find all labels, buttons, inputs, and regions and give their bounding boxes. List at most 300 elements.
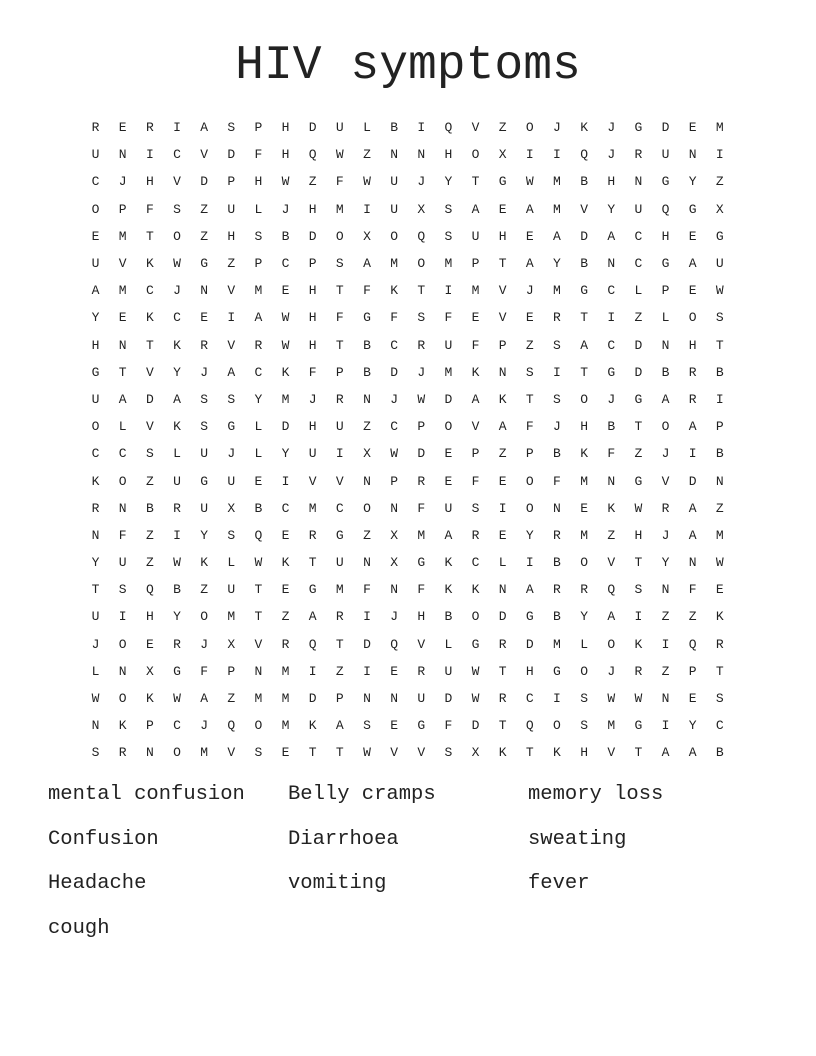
grid-letter: V bbox=[145, 364, 154, 380]
grid-letter: A bbox=[580, 337, 588, 353]
grid-letter: W bbox=[363, 174, 371, 190]
grid-letter: C bbox=[173, 718, 181, 734]
grid-letter: L bbox=[254, 419, 263, 435]
grid-letter: U bbox=[227, 582, 236, 598]
grid-letter: H bbox=[580, 419, 588, 435]
grid-letter: O bbox=[580, 663, 588, 679]
grid-letter: N bbox=[498, 582, 507, 598]
grid-letter: N bbox=[254, 663, 263, 679]
grid-letter: J bbox=[417, 174, 426, 190]
grid-letter: Z bbox=[688, 609, 697, 625]
grid-letter: R bbox=[145, 120, 154, 136]
grid-letter: R bbox=[281, 636, 290, 652]
grid-letter: H bbox=[281, 120, 290, 136]
grid-letter: W bbox=[173, 256, 181, 272]
grid-letter: K bbox=[553, 745, 561, 761]
grid-letter: S bbox=[227, 391, 236, 407]
grid-letter: F bbox=[417, 500, 426, 516]
grid-letter: O bbox=[91, 419, 100, 435]
grid-letter: W bbox=[634, 691, 643, 707]
grid-letter: V bbox=[498, 310, 507, 326]
grid-letter: C bbox=[173, 147, 181, 163]
grid-letter: U bbox=[444, 663, 453, 679]
grid-letter: O bbox=[688, 310, 697, 326]
grid-letter: F bbox=[471, 473, 480, 489]
grid-letter: K bbox=[580, 446, 588, 462]
grid-letter: Y bbox=[444, 174, 453, 190]
grid-letter: T bbox=[254, 582, 263, 598]
grid-letter: R bbox=[417, 337, 426, 353]
grid-letter: M bbox=[335, 201, 344, 217]
grid-letter: G bbox=[607, 364, 616, 380]
grid-letter: D bbox=[281, 419, 290, 435]
grid-letter: F bbox=[335, 310, 344, 326]
grid-letter: G bbox=[498, 174, 507, 190]
grid-letter: M bbox=[607, 718, 616, 734]
grid-letter: S bbox=[200, 391, 209, 407]
word-list-item: Confusion bbox=[48, 827, 159, 851]
grid-letter: N bbox=[390, 582, 399, 598]
grid-letter: Q bbox=[145, 582, 154, 598]
grid-letter: N bbox=[118, 147, 127, 163]
grid-letter: E bbox=[580, 500, 588, 516]
grid-letter: J bbox=[200, 718, 209, 734]
grid-letter: T bbox=[335, 745, 344, 761]
grid-letter: U bbox=[308, 446, 317, 462]
grid-letter: M bbox=[715, 527, 724, 543]
grid-letter: E bbox=[145, 636, 154, 652]
grid-letter: O bbox=[254, 718, 263, 734]
grid-letter: T bbox=[634, 419, 643, 435]
grid-letter: W bbox=[173, 555, 181, 571]
grid-letter: N bbox=[390, 691, 399, 707]
grid-letter: W bbox=[715, 283, 724, 299]
grid-letter: L bbox=[254, 201, 263, 217]
grid-letter: V bbox=[607, 745, 616, 761]
grid-letter: M bbox=[281, 691, 290, 707]
grid-letter: D bbox=[661, 120, 670, 136]
grid-letter: W bbox=[471, 691, 480, 707]
grid-letter: B bbox=[254, 500, 263, 516]
grid-letter: S bbox=[145, 446, 154, 462]
grid-letter: E bbox=[688, 228, 697, 244]
grid-letter: F bbox=[200, 663, 209, 679]
grid-letter: C bbox=[281, 500, 290, 516]
grid-letter: L bbox=[498, 555, 507, 571]
grid-letter: E bbox=[254, 473, 263, 489]
grid-letter: Z bbox=[607, 527, 616, 543]
grid-letter: S bbox=[173, 201, 181, 217]
grid-letter: M bbox=[254, 283, 263, 299]
grid-letter: T bbox=[580, 310, 588, 326]
grid-letter: V bbox=[390, 745, 399, 761]
grid-letter: S bbox=[525, 364, 534, 380]
grid-letter: K bbox=[580, 120, 588, 136]
grid-letter: E bbox=[525, 310, 534, 326]
grid-letter: Y bbox=[91, 555, 100, 571]
grid-letter: Y bbox=[607, 201, 616, 217]
grid-letter: S bbox=[444, 228, 453, 244]
word-list-item: Belly cramps bbox=[288, 783, 436, 806]
grid-letter: T bbox=[498, 256, 507, 272]
grid-letter: Y bbox=[553, 256, 561, 272]
grid-letter: I bbox=[661, 636, 670, 652]
grid-letter: Q bbox=[444, 120, 453, 136]
grid-letter: K bbox=[91, 473, 100, 489]
grid-letter: I bbox=[715, 147, 724, 163]
grid-letter: T bbox=[335, 337, 344, 353]
grid-letter: O bbox=[525, 473, 534, 489]
grid-letter: T bbox=[525, 391, 534, 407]
grid-letter: L bbox=[254, 446, 263, 462]
grid-letter: Z bbox=[145, 555, 154, 571]
grid-letter: I bbox=[173, 120, 181, 136]
grid-letter: A bbox=[661, 745, 670, 761]
grid-letter: Y bbox=[173, 364, 181, 380]
grid-letter: S bbox=[553, 337, 561, 353]
grid-letter: M bbox=[417, 527, 426, 543]
grid-letter: R bbox=[634, 147, 643, 163]
grid-letter: U bbox=[715, 256, 724, 272]
grid-letter: H bbox=[688, 337, 697, 353]
grid-letter: N bbox=[200, 283, 209, 299]
grid-letter: A bbox=[688, 419, 697, 435]
grid-letter: E bbox=[471, 310, 480, 326]
grid-letter: M bbox=[471, 283, 480, 299]
grid-letter: R bbox=[308, 527, 317, 543]
grid-letter: J bbox=[607, 147, 616, 163]
grid-letter: U bbox=[91, 609, 100, 625]
grid-letter: A bbox=[688, 527, 697, 543]
grid-letter: G bbox=[417, 718, 426, 734]
grid-letter: S bbox=[634, 582, 643, 598]
grid-letter: P bbox=[145, 718, 154, 734]
grid-letter: V bbox=[498, 283, 507, 299]
grid-letter: G bbox=[363, 310, 371, 326]
grid-letter: D bbox=[688, 473, 697, 489]
grid-letter: S bbox=[715, 691, 724, 707]
grid-letter: A bbox=[91, 283, 100, 299]
grid-letter: J bbox=[661, 446, 670, 462]
grid-letter: E bbox=[688, 283, 697, 299]
grid-letter: X bbox=[363, 228, 371, 244]
grid-letter: T bbox=[525, 745, 534, 761]
grid-letter: R bbox=[335, 609, 344, 625]
grid-letter: D bbox=[417, 446, 426, 462]
grid-letter: H bbox=[607, 174, 616, 190]
grid-letter: H bbox=[417, 609, 426, 625]
grid-letter: P bbox=[254, 120, 263, 136]
grid-letter: T bbox=[634, 745, 643, 761]
grid-letter: Y bbox=[281, 446, 290, 462]
grid-letter: I bbox=[335, 446, 344, 462]
grid-letter: J bbox=[308, 391, 317, 407]
grid-letter: N bbox=[607, 473, 616, 489]
grid-letter: V bbox=[471, 120, 480, 136]
grid-letter: K bbox=[308, 718, 317, 734]
grid-letter: V bbox=[580, 201, 588, 217]
grid-letter: M bbox=[118, 283, 127, 299]
grid-letter: I bbox=[308, 663, 317, 679]
word-list-item: Diarrhoea bbox=[288, 827, 399, 851]
grid-letter: P bbox=[227, 174, 236, 190]
grid-letter: J bbox=[553, 120, 561, 136]
grid-letter: Z bbox=[227, 256, 236, 272]
grid-letter: I bbox=[363, 663, 371, 679]
grid-letter: Y bbox=[525, 527, 534, 543]
grid-letter: U bbox=[661, 147, 670, 163]
grid-letter: K bbox=[471, 582, 480, 598]
grid-letter: T bbox=[308, 555, 317, 571]
grid-letter: N bbox=[715, 473, 724, 489]
grid-letter: X bbox=[363, 446, 371, 462]
grid-letter: B bbox=[715, 364, 724, 380]
grid-letter: R bbox=[471, 527, 480, 543]
grid-letter: E bbox=[281, 527, 290, 543]
grid-letter: K bbox=[281, 364, 290, 380]
grid-letter: T bbox=[335, 283, 344, 299]
grid-letter: H bbox=[661, 228, 670, 244]
grid-letter: S bbox=[227, 527, 236, 543]
grid-letter: U bbox=[390, 201, 399, 217]
grid-letter: D bbox=[308, 691, 317, 707]
grid-letter: C bbox=[607, 337, 616, 353]
grid-letter: D bbox=[145, 391, 154, 407]
grid-letter: A bbox=[118, 391, 127, 407]
grid-letter: K bbox=[471, 364, 480, 380]
grid-letter: E bbox=[498, 201, 507, 217]
grid-letter: A bbox=[688, 256, 697, 272]
grid-letter: W bbox=[607, 691, 616, 707]
grid-letter: H bbox=[308, 419, 317, 435]
grid-letter: L bbox=[118, 419, 127, 435]
page-title: HIV symptoms bbox=[235, 39, 581, 93]
grid-letter: Z bbox=[145, 473, 154, 489]
grid-letter: O bbox=[580, 391, 588, 407]
word-list-item: sweating bbox=[528, 827, 627, 851]
grid-letter: B bbox=[715, 745, 724, 761]
grid-letter: X bbox=[227, 636, 236, 652]
grid-letter: V bbox=[118, 256, 127, 272]
grid-letter: V bbox=[471, 419, 480, 435]
grid-letter: T bbox=[498, 663, 507, 679]
grid-letter: O bbox=[118, 691, 127, 707]
grid-letter: W bbox=[471, 663, 480, 679]
grid-letter: U bbox=[91, 391, 100, 407]
grid-letter: L bbox=[661, 310, 670, 326]
grid-letter: I bbox=[553, 147, 561, 163]
grid-letter: H bbox=[281, 147, 290, 163]
grid-letter: F bbox=[417, 582, 426, 598]
letter-grid bbox=[82, 114, 733, 767]
grid-letter: V bbox=[335, 473, 344, 489]
grid-letter: Z bbox=[498, 446, 507, 462]
grid-letter: E bbox=[390, 663, 399, 679]
grid-letter: E bbox=[498, 527, 507, 543]
grid-letter: X bbox=[227, 500, 236, 516]
grid-letter: N bbox=[363, 555, 371, 571]
grid-letter: Z bbox=[363, 419, 371, 435]
grid-letter: A bbox=[444, 527, 453, 543]
grid-letter: D bbox=[498, 609, 507, 625]
grid-letter: A bbox=[363, 256, 371, 272]
grid-letter: C bbox=[335, 500, 344, 516]
grid-letter: T bbox=[308, 745, 317, 761]
grid-letter: J bbox=[390, 391, 399, 407]
grid-letter: P bbox=[390, 473, 399, 489]
grid-letter: B bbox=[607, 419, 616, 435]
grid-letter: X bbox=[498, 147, 507, 163]
grid-letter: I bbox=[281, 473, 290, 489]
grid-letter: A bbox=[661, 391, 670, 407]
grid-letter: Q bbox=[227, 718, 236, 734]
grid-letter: W bbox=[390, 446, 399, 462]
grid-letter: P bbox=[661, 283, 670, 299]
grid-letter: C bbox=[91, 446, 100, 462]
grid-letter: V bbox=[227, 337, 236, 353]
grid-letter: F bbox=[444, 310, 453, 326]
grid-letter: I bbox=[363, 201, 371, 217]
grid-letter: I bbox=[444, 283, 453, 299]
grid-letter: S bbox=[580, 691, 588, 707]
grid-letter: N bbox=[363, 473, 371, 489]
grid-letter: A bbox=[498, 419, 507, 435]
grid-letter: O bbox=[363, 500, 371, 516]
grid-letter: V bbox=[227, 745, 236, 761]
grid-letter: H bbox=[91, 337, 100, 353]
grid-letter: Z bbox=[363, 527, 371, 543]
grid-letter: M bbox=[580, 527, 588, 543]
grid-letter: H bbox=[580, 745, 588, 761]
grid-letter: B bbox=[145, 500, 154, 516]
grid-letter: Y bbox=[688, 174, 697, 190]
grid-letter: R bbox=[417, 663, 426, 679]
grid-letter: B bbox=[173, 582, 181, 598]
grid-letter: R bbox=[200, 337, 209, 353]
grid-letter: T bbox=[715, 663, 724, 679]
grid-letter: H bbox=[308, 310, 317, 326]
grid-letter: O bbox=[444, 419, 453, 435]
grid-letter: M bbox=[553, 636, 561, 652]
grid-letter: F bbox=[471, 337, 480, 353]
grid-letter: R bbox=[688, 391, 697, 407]
grid-letter: Q bbox=[661, 201, 670, 217]
grid-letter: K bbox=[173, 419, 181, 435]
grid-letter: G bbox=[200, 256, 209, 272]
grid-letter: D bbox=[363, 636, 371, 652]
grid-letter: Z bbox=[363, 147, 371, 163]
grid-letter: V bbox=[661, 473, 670, 489]
grid-letter: V bbox=[227, 283, 236, 299]
grid-letter: Y bbox=[200, 527, 209, 543]
grid-letter: D bbox=[444, 691, 453, 707]
grid-letter: R bbox=[715, 636, 724, 652]
grid-letter: R bbox=[553, 582, 561, 598]
grid-letter: N bbox=[607, 256, 616, 272]
grid-letter: R bbox=[118, 745, 127, 761]
grid-letter: R bbox=[417, 473, 426, 489]
grid-letter: N bbox=[553, 500, 561, 516]
grid-letter: B bbox=[661, 364, 670, 380]
grid-letter: D bbox=[308, 120, 317, 136]
grid-letter: O bbox=[91, 201, 100, 217]
grid-letter: Z bbox=[525, 337, 534, 353]
grid-letter: G bbox=[335, 527, 344, 543]
grid-letter: W bbox=[634, 500, 643, 516]
grid-letter: M bbox=[118, 228, 127, 244]
grid-letter: S bbox=[227, 120, 236, 136]
grid-letter: A bbox=[227, 364, 236, 380]
grid-letter: Z bbox=[661, 663, 670, 679]
grid-letter: G bbox=[525, 609, 534, 625]
grid-letter: E bbox=[200, 310, 209, 326]
grid-letter: S bbox=[91, 745, 100, 761]
grid-letter: Z bbox=[281, 609, 290, 625]
grid-letter: U bbox=[335, 555, 344, 571]
grid-letter: U bbox=[634, 201, 643, 217]
grid-letter: E bbox=[281, 283, 290, 299]
grid-letter: O bbox=[118, 636, 127, 652]
grid-letter: F bbox=[390, 310, 399, 326]
grid-letter: U bbox=[91, 256, 100, 272]
grid-letter: Q bbox=[417, 228, 426, 244]
grid-letter: S bbox=[553, 391, 561, 407]
grid-letter: U bbox=[118, 555, 127, 571]
grid-letter: R bbox=[335, 391, 344, 407]
grid-letter: G bbox=[227, 419, 236, 435]
grid-letter: L bbox=[580, 636, 588, 652]
grid-letter: C bbox=[525, 691, 534, 707]
grid-letter: R bbox=[173, 636, 181, 652]
grid-letter: I bbox=[145, 147, 154, 163]
grid-letter: I bbox=[553, 364, 561, 380]
grid-letter: K bbox=[498, 745, 507, 761]
grid-letter: P bbox=[308, 256, 317, 272]
grid-letter: M bbox=[281, 718, 290, 734]
grid-letter: R bbox=[553, 527, 561, 543]
grid-letter: D bbox=[444, 391, 453, 407]
grid-letter: Q bbox=[607, 582, 616, 598]
grid-letter: W bbox=[254, 555, 263, 571]
grid-letter: K bbox=[145, 310, 154, 326]
grid-letter: G bbox=[417, 555, 426, 571]
grid-letter: S bbox=[335, 256, 344, 272]
grid-letter: D bbox=[471, 718, 480, 734]
grid-letter: C bbox=[118, 446, 127, 462]
grid-letter: U bbox=[444, 500, 453, 516]
grid-letter: A bbox=[525, 201, 534, 217]
grid-letter: G bbox=[173, 663, 181, 679]
grid-letter: R bbox=[634, 663, 643, 679]
grid-letter: V bbox=[173, 174, 181, 190]
grid-letter: E bbox=[281, 582, 290, 598]
grid-letter: H bbox=[308, 283, 317, 299]
grid-letter: C bbox=[607, 283, 616, 299]
grid-letter: U bbox=[91, 147, 100, 163]
grid-letter: P bbox=[688, 663, 697, 679]
grid-letter: I bbox=[498, 500, 507, 516]
grid-letter: F bbox=[254, 147, 263, 163]
grid-letter: A bbox=[335, 718, 344, 734]
grid-letter: C bbox=[91, 174, 100, 190]
grid-letter: R bbox=[254, 337, 263, 353]
grid-letter: K bbox=[390, 283, 399, 299]
grid-letter: R bbox=[498, 636, 507, 652]
grid-letter: N bbox=[363, 691, 371, 707]
grid-letter: S bbox=[363, 718, 371, 734]
grid-letter: T bbox=[417, 283, 426, 299]
grid-letter: L bbox=[363, 120, 371, 136]
